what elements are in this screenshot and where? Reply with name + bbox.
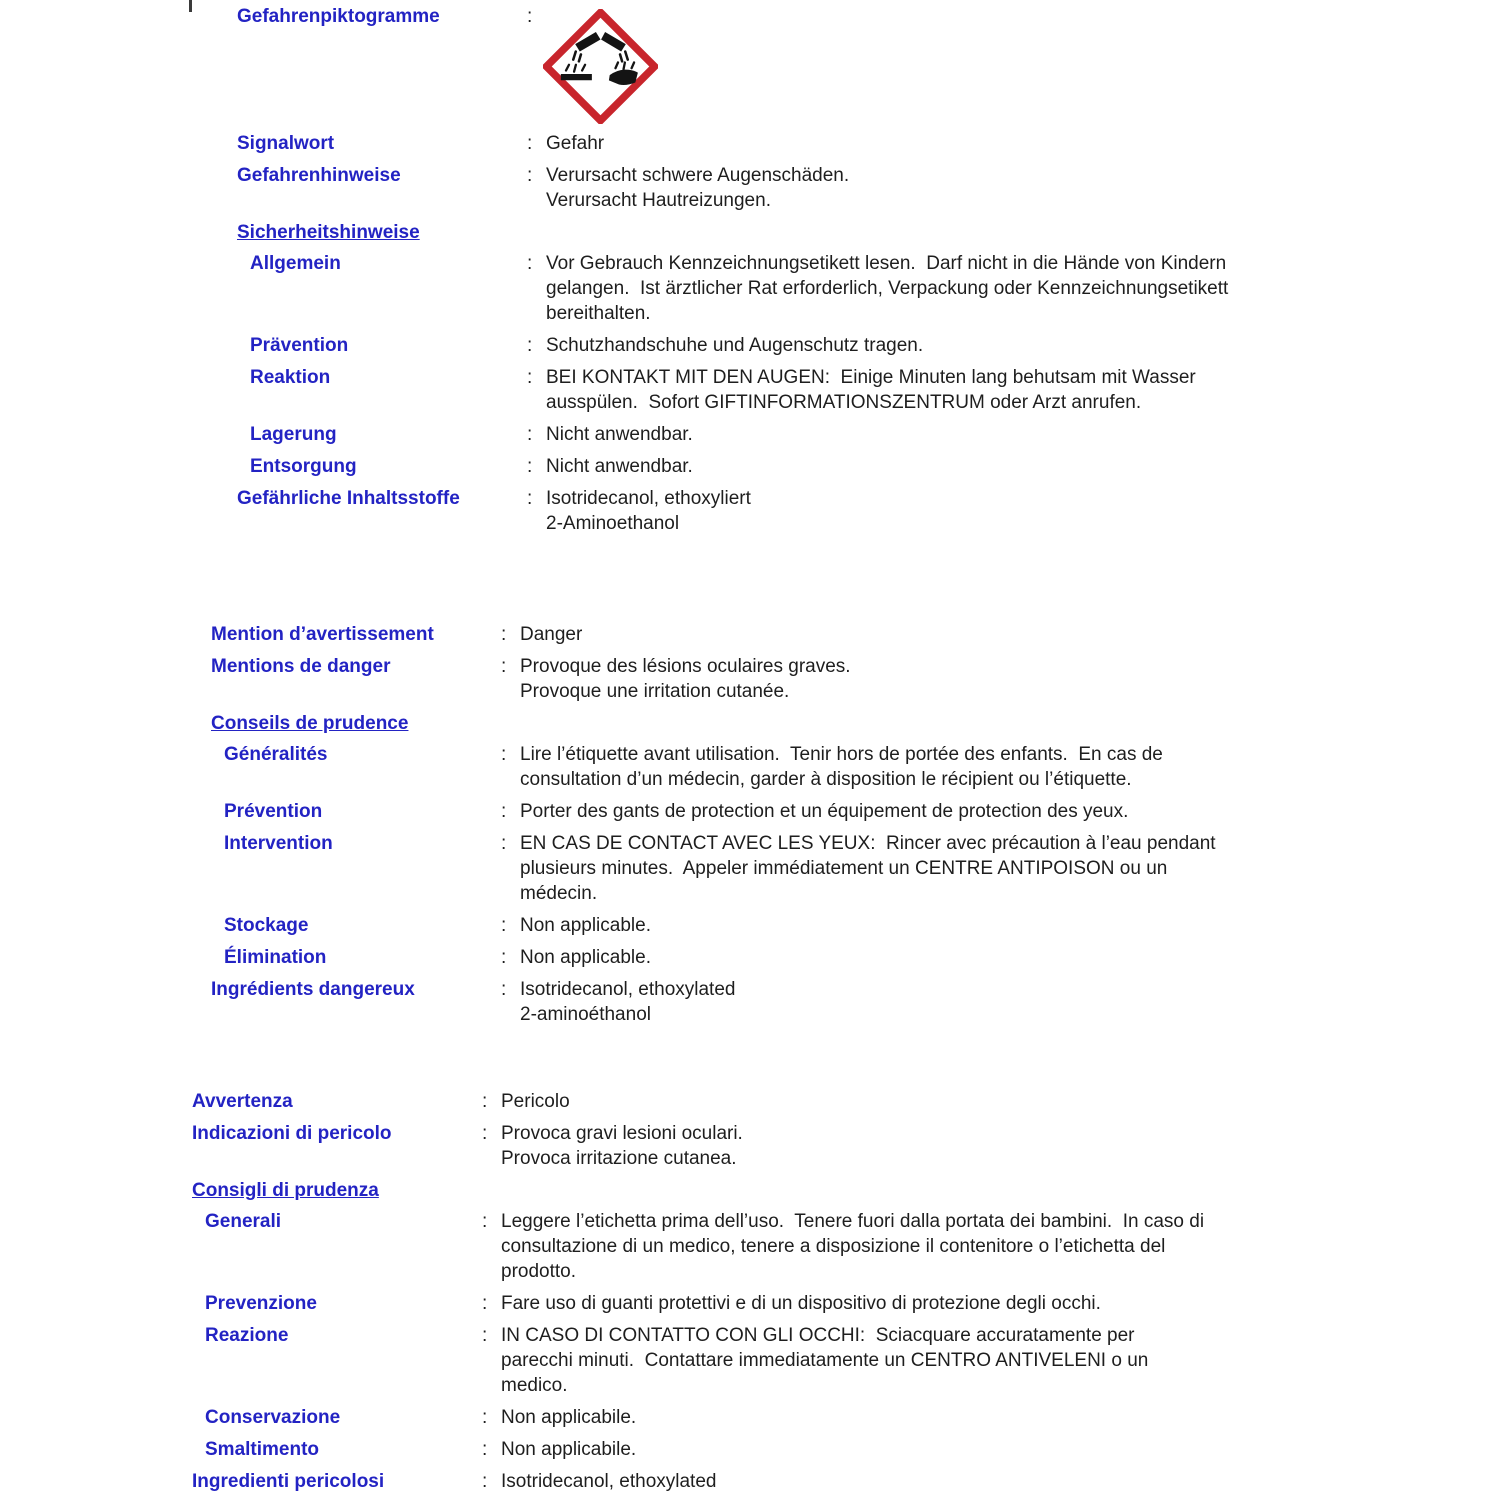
field-row [192, 1089, 1372, 1114]
field-value-line: ausspülen. Sofort GIFTINFORMATIONSZENTRUM oder Arzt anrufen. [546, 392, 1142, 413]
colon-separator: : [501, 656, 507, 677]
colon-separator: : [501, 833, 507, 854]
colon-separator: : [501, 624, 507, 645]
field-value-line: gelangen. Ist ärztlicher Rat erforderlich, Verpackung oder Kennzeichnungsetikett [546, 278, 1229, 299]
field-value [546, 333, 923, 358]
field-row [192, 1323, 1372, 1398]
field-value [520, 913, 651, 938]
field-label: Généralités [224, 744, 328, 765]
colon-separator: : [501, 979, 507, 1000]
colon-separator: : [482, 1091, 488, 1112]
field-label: Mention d’avertissement [211, 624, 434, 645]
field-label: Ingrédients dangereux [211, 979, 415, 1000]
field-value-line: IN CASO DI CONTATTO CON GLI OCCHI: Sciacquare accuratamente per [501, 1325, 1135, 1346]
field-value [501, 1209, 1204, 1284]
field-label: Avvertenza [192, 1091, 293, 1112]
field-value-line: plusieurs minutes. Appeler immédiatement un CENTRE ANTIPOISON ou un [520, 858, 1168, 879]
field-label: Prevenzione [205, 1293, 317, 1314]
field-value-line: Isotridecanol, ethoxyliert [546, 488, 751, 509]
colon-separator: : [501, 915, 507, 936]
field-row [211, 654, 1371, 704]
field-value-line: Danger [520, 624, 583, 645]
field-value [546, 486, 751, 536]
field-label: Entsorgung [250, 456, 357, 477]
field-label: Conservazione [205, 1407, 341, 1428]
field-value-line: Vor Gebrauch Kennzeichnungsetikett lesen. Darf nicht in die Hände von Kindern [546, 253, 1227, 274]
colon-separator: : [527, 367, 533, 388]
field-value [520, 977, 735, 1027]
field-value-line: Isotridecanol, ethoxylated [520, 979, 736, 1000]
field-value [501, 1121, 743, 1171]
field-value-line: Provoque une irritation cutanée. [520, 681, 790, 702]
field-value [546, 422, 693, 447]
field-value-line: Porter des gants de protection et un équipement de protection des yeux. [520, 801, 1129, 822]
field-value [501, 1405, 636, 1430]
field-label: Gefahrenpiktogramme [237, 6, 440, 27]
field-label: Reazione [205, 1325, 289, 1346]
colon-separator: : [527, 253, 533, 274]
field-label: Élimination [224, 947, 327, 968]
field-row [237, 251, 1377, 326]
colon-separator: : [527, 6, 533, 27]
section-italian [192, 1089, 1372, 1500]
field-row [211, 831, 1371, 906]
colon-separator: : [482, 1439, 488, 1460]
field-row [237, 131, 1377, 156]
field-value [546, 251, 1228, 326]
field-row [192, 1209, 1372, 1284]
field-value-line: médecin. [520, 883, 598, 904]
field-label: Prävention [250, 335, 349, 356]
field-row [211, 622, 1371, 647]
colon-separator: : [501, 744, 507, 765]
field-value-line: Pericolo [501, 1091, 570, 1112]
field-value-line: Fare uso di guanti protettivi e di un dispositivo di protezione degli occhi. [501, 1293, 1101, 1314]
field-value-line: Nicht anwendbar. [546, 424, 693, 445]
field-value [546, 163, 849, 213]
colon-separator: : [527, 133, 533, 154]
field-label: Intervention [224, 833, 333, 854]
field-value-line: Non applicabile. [501, 1407, 637, 1428]
field-label: Gefährliche Inhaltsstoffe [237, 488, 460, 509]
subsection-heading: Consigli di prudenza [192, 1180, 379, 1201]
colon-separator: : [527, 424, 533, 445]
field-row [237, 486, 1377, 536]
field-label: Signalwort [237, 133, 335, 154]
field-value [501, 1291, 1101, 1316]
field-row [192, 1437, 1372, 1462]
field-value-line: Lire l’étiquette avant utilisation. Tenir hors de portée des enfants. En cas de [520, 744, 1163, 765]
field-value [520, 945, 651, 970]
subsection-heading: Conseils de prudence [211, 713, 409, 734]
subsection-heading: Sicherheitshinweise [237, 222, 420, 243]
field-row [237, 422, 1377, 447]
field-label: Generali [205, 1211, 282, 1232]
field-value [501, 1089, 570, 1114]
field-value [520, 831, 1216, 906]
field-label: Reaktion [250, 367, 331, 388]
field-value-line: prodotto. [501, 1261, 576, 1282]
field-label: Prévention [224, 801, 323, 822]
field-value-line: Verursacht Hautreizungen. [546, 190, 771, 211]
field-label: Mentions de danger [211, 656, 391, 677]
section-german [237, 131, 1377, 543]
field-row [192, 1469, 1372, 1494]
field-value [520, 654, 851, 704]
field-label: Smaltimento [205, 1439, 320, 1460]
field-row [192, 1121, 1372, 1171]
field-value-line: medico. [501, 1375, 568, 1396]
field-value-line: Provoca irritazione cutanea. [501, 1148, 737, 1169]
ghs05-corrosion-pictogram-icon [543, 9, 658, 124]
field-row [211, 977, 1371, 1027]
field-value-line: Verursacht schwere Augenschäden. [546, 165, 850, 186]
field-value-line: Nicht anwendbar. [546, 456, 693, 477]
field-row [211, 913, 1371, 938]
field-row [211, 945, 1371, 970]
field-value-line: Non applicabile. [501, 1439, 637, 1460]
colon-separator: : [482, 1325, 488, 1346]
field-value-line: Non applicable. [520, 915, 651, 936]
cropped-text-artifact [189, 0, 192, 12]
field-value-line: BEI KONTAKT MIT DEN AUGEN: Einige Minuten lang behutsam mit Wasser [546, 367, 1196, 388]
colon-separator: : [527, 335, 533, 356]
colon-separator: : [527, 488, 533, 509]
field-value [520, 742, 1163, 792]
field-value-line: bereithalten. [546, 303, 651, 324]
field-label: Gefahrenhinweise [237, 165, 401, 186]
field-label: Indicazioni di pericolo [192, 1123, 392, 1144]
section-french [211, 622, 1371, 1034]
field-value [520, 799, 1128, 824]
field-value [546, 454, 693, 479]
field-row [211, 799, 1371, 824]
field-value-line: Provoque des lésions oculaires graves. [520, 656, 851, 677]
field-value-line: Non applicable. [520, 947, 651, 968]
colon-separator: : [482, 1211, 488, 1232]
colon-separator: : [482, 1407, 488, 1428]
field-value-line: consultation d’un médecin, garder à disposition le récipient ou l’étiquette. [520, 769, 1132, 790]
field-label: Lagerung [250, 424, 337, 445]
field-value [546, 131, 604, 156]
field-row [192, 1405, 1372, 1430]
field-value-line: 2-Aminoethanol [546, 513, 680, 534]
field-row [237, 4, 546, 29]
colon-separator: : [501, 801, 507, 822]
field-row [192, 1291, 1372, 1316]
field-row [237, 454, 1377, 479]
field-value-line: Gefahr [546, 133, 605, 154]
field-value-line: parecchi minuti. Contattare immediatamente un CENTRO ANTIVELENI o un [501, 1350, 1149, 1371]
colon-separator: : [482, 1123, 488, 1144]
field-value [501, 1437, 636, 1462]
field-value-line: Isotridecanol, ethoxylated [501, 1471, 717, 1492]
field-label: Stockage [224, 915, 309, 936]
field-label: Ingredienti pericolosi [192, 1471, 385, 1492]
field-row [237, 365, 1377, 415]
field-value-line: Provoca gravi lesioni oculari. [501, 1123, 743, 1144]
colon-separator: : [527, 165, 533, 186]
field-value [501, 1469, 716, 1494]
field-value-line: Schutzhandschuhe und Augenschutz tragen. [546, 335, 924, 356]
field-value-line: 2-aminoéthanol [520, 1004, 651, 1025]
field-value-line: consultazione di un medico, tenere a disposizione il contenitore o l’etichetta del [501, 1236, 1166, 1257]
colon-separator: : [527, 456, 533, 477]
colon-separator: : [501, 947, 507, 968]
field-value-line: EN CAS DE CONTACT AVEC LES YEUX: Rincer avec précaution à l’eau pendant [520, 833, 1216, 854]
field-row [237, 163, 1377, 213]
field-row [237, 333, 1377, 358]
field-value [546, 365, 1196, 415]
field-value [501, 1323, 1148, 1398]
field-row [211, 742, 1371, 792]
field-value-line: Leggere l’etichetta prima dell’uso. Tenere fuori dalla portata dei bambini. In caso di [501, 1211, 1205, 1232]
pictogram-row [237, 4, 546, 36]
field-label: Allgemein [250, 253, 341, 274]
pictogram-diamond-border [546, 12, 654, 120]
field-value [520, 622, 582, 647]
colon-separator: : [482, 1471, 488, 1492]
colon-separator: : [482, 1293, 488, 1314]
